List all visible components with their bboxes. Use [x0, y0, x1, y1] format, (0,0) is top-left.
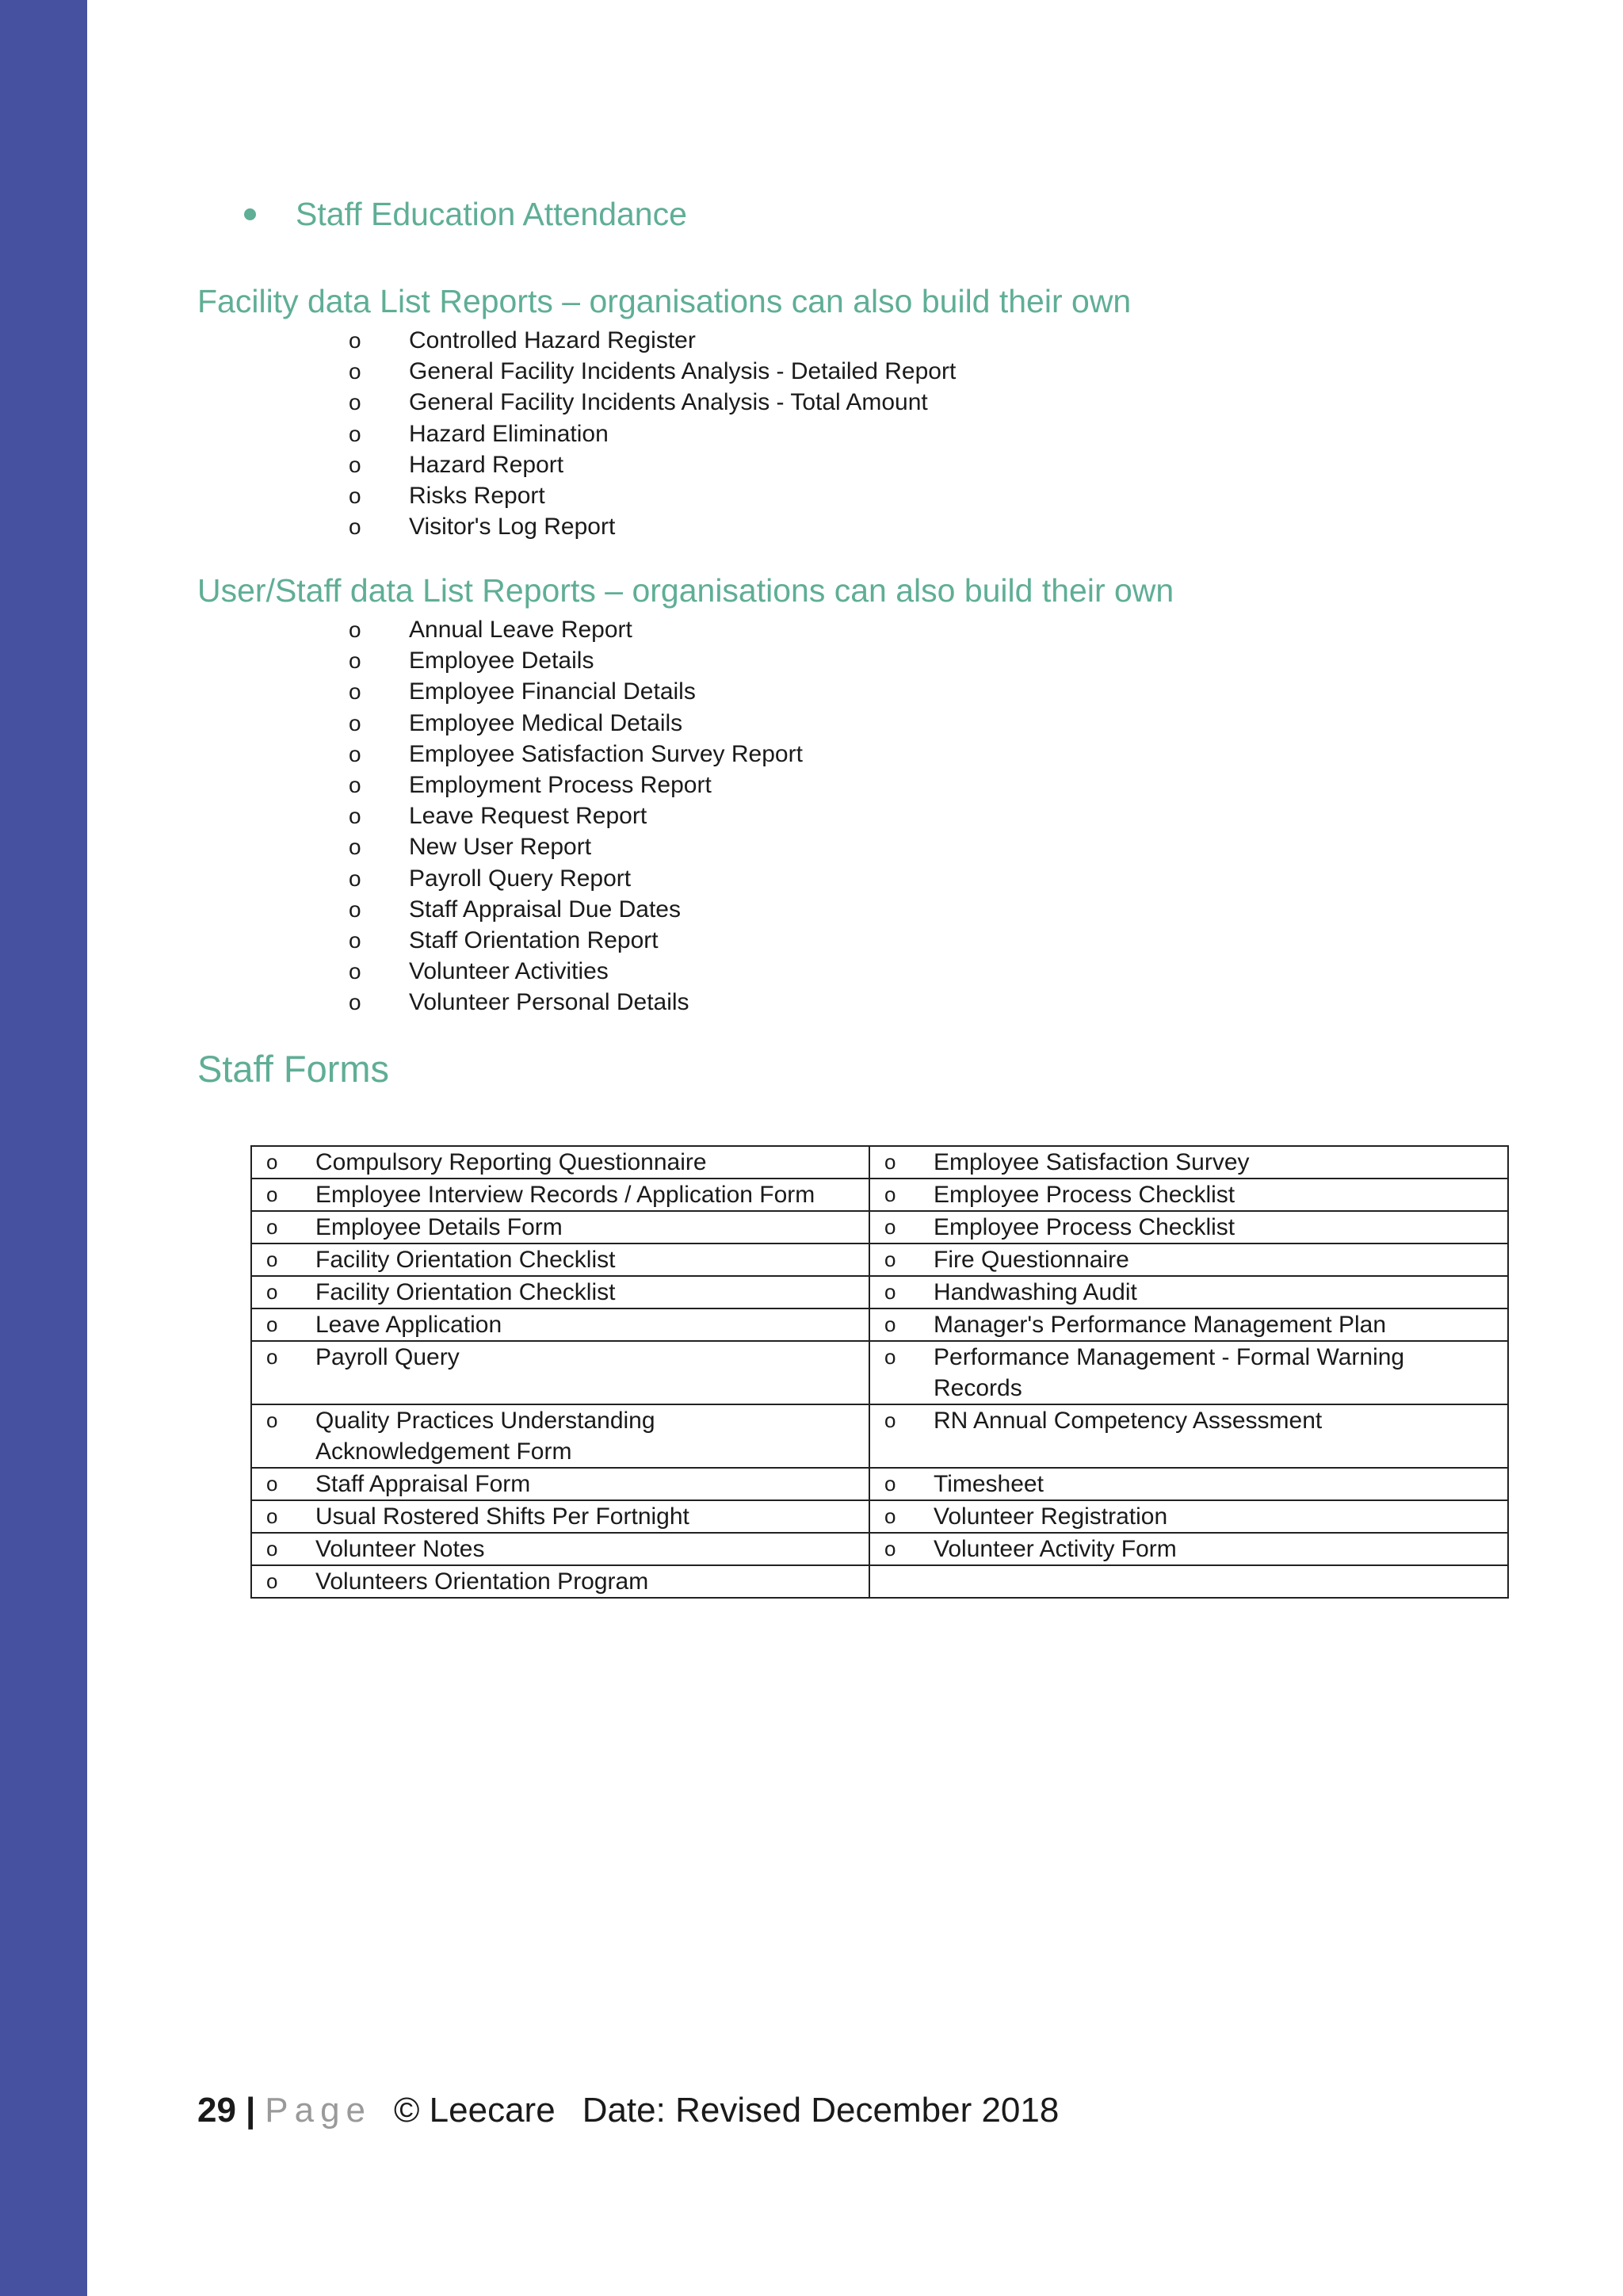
list-item [349, 511, 956, 542]
table-cell [869, 1468, 1508, 1500]
table-row [251, 1276, 1508, 1308]
top-bullet-item [244, 196, 687, 233]
circle-bullet-icon: o [884, 1247, 896, 1271]
circle-bullet-icon: o [266, 1472, 278, 1496]
list-item-text: Hazard Elimination [409, 420, 609, 447]
circle-bullet-icon: o [349, 483, 361, 508]
circle-bullet-icon: o [884, 1182, 896, 1206]
table-cell [251, 1308, 869, 1341]
list-item-text: Hazard Report [409, 451, 564, 478]
list-item [349, 356, 956, 387]
circle-bullet-icon: o [266, 1280, 278, 1304]
table-cell [251, 1211, 869, 1244]
table-cell [251, 1276, 869, 1308]
list-item [349, 894, 803, 925]
table-cell [251, 1565, 869, 1598]
page-label: Page [265, 2091, 372, 2130]
circle-bullet-icon: o [266, 1537, 278, 1561]
side-color-bar [0, 0, 87, 2296]
list-item [349, 987, 803, 1018]
list-item [349, 645, 803, 676]
list-item [349, 770, 803, 800]
circle-bullet-icon: o [349, 514, 361, 540]
list-item [349, 480, 956, 511]
table-cell [251, 1533, 869, 1565]
circle-bullet-icon: o [349, 804, 361, 829]
page-number: 29 [197, 2091, 236, 2130]
list-item-text: Employment Process Report [409, 771, 712, 798]
circle-bullet-icon: o [349, 835, 361, 860]
circle-bullet-icon: o [349, 328, 361, 353]
form-name: Timesheet [934, 1471, 1044, 1497]
table-cell [869, 1179, 1508, 1211]
form-name: Compulsory Reporting Questionnaire [315, 1149, 707, 1175]
list-item [349, 449, 956, 480]
table-cell [869, 1404, 1508, 1468]
list-item [349, 925, 803, 956]
circle-bullet-icon: o [349, 896, 361, 922]
circle-bullet-icon: o [884, 1312, 896, 1336]
table-row [251, 1341, 1508, 1404]
form-name: Facility Orientation Checklist [315, 1279, 616, 1305]
list-item [349, 387, 956, 418]
list-item [349, 800, 803, 831]
list-item [349, 325, 956, 356]
list-item-text: Employee Medical Details [409, 709, 683, 736]
table-cell [869, 1341, 1508, 1404]
circle-bullet-icon: o [349, 959, 361, 984]
facility-reports-list [349, 325, 956, 542]
form-name: Employee Satisfaction Survey [934, 1149, 1250, 1175]
list-item-text: Volunteer Activities [409, 958, 609, 985]
table-row [251, 1308, 1508, 1341]
table-row [251, 1244, 1508, 1276]
table-cell [869, 1565, 1508, 1598]
circle-bullet-icon: o [266, 1312, 278, 1336]
circle-bullet-icon: o [884, 1280, 896, 1304]
table-cell [251, 1146, 869, 1179]
table-row [251, 1500, 1508, 1533]
circle-bullet-icon: o [349, 679, 361, 705]
circle-bullet-icon: o [349, 452, 361, 477]
table-cell [869, 1276, 1508, 1308]
circle-bullet-icon: o [266, 1182, 278, 1206]
table-row [251, 1404, 1508, 1468]
circle-bullet-icon: o [349, 648, 361, 674]
form-name: Handwashing Audit [934, 1279, 1137, 1305]
list-item [349, 418, 956, 449]
table-row [251, 1565, 1508, 1598]
form-name: Performance Management - Formal Warning Records [934, 1344, 1405, 1401]
list-item-text: Controlled Hazard Register [409, 327, 696, 353]
form-name: Quality Practices Understanding Acknowledgement Form [315, 1408, 655, 1465]
form-name: Volunteers Orientation Program [315, 1568, 649, 1595]
circle-bullet-icon: o [266, 1408, 278, 1432]
circle-bullet-icon: o [266, 1215, 278, 1239]
list-item-text: General Facility Incidents Analysis - Total Amount [409, 389, 928, 416]
table-cell [251, 1404, 869, 1468]
circle-bullet-icon: o [349, 927, 361, 953]
form-name: Employee Details Form [315, 1214, 563, 1240]
bullet-dot-icon [244, 208, 256, 220]
list-item [349, 708, 803, 739]
list-item-text: Leave Request Report [409, 803, 647, 830]
list-item [349, 831, 803, 862]
list-item-text: Annual Leave Report [409, 617, 632, 643]
list-item-text: Visitor's Log Report [409, 514, 616, 541]
circle-bullet-icon: o [884, 1215, 896, 1239]
table-cell [869, 1500, 1508, 1533]
form-name: Usual Rostered Shifts Per Fortnight [315, 1503, 689, 1530]
circle-bullet-icon: o [349, 710, 361, 735]
form-name: Facility Orientation Checklist [315, 1247, 616, 1273]
facility-reports-heading: Facility data List Reports – organisations can also build their own [197, 283, 1132, 319]
list-item [349, 863, 803, 894]
revision-date: Date: Revised December 2018 [582, 2091, 1060, 2130]
circle-bullet-icon: o [884, 1504, 896, 1528]
list-item [349, 676, 803, 707]
user-reports-heading: User/Staff data List Reports – organisations can also build their own [197, 572, 1174, 609]
table-row [251, 1468, 1508, 1500]
form-name: Employee Interview Records / Application Form [315, 1182, 815, 1208]
list-item-text: Payroll Query Report [409, 865, 632, 892]
list-item-text: Risks Report [409, 482, 545, 509]
table-cell [869, 1146, 1508, 1179]
circle-bullet-icon: o [349, 359, 361, 384]
form-name: Employee Process Checklist [934, 1182, 1235, 1208]
staff-forms-heading: Staff Forms [197, 1048, 390, 1090]
list-item-text: New User Report [409, 834, 592, 861]
form-name: Manager's Performance Management Plan [934, 1312, 1387, 1338]
form-name: RN Annual Competency Assessment [934, 1408, 1323, 1434]
top-bullet-text: Staff Education Attendance [296, 196, 687, 232]
form-name: Volunteer Registration [934, 1503, 1168, 1530]
circle-bullet-icon: o [266, 1504, 278, 1528]
table-cell [869, 1533, 1508, 1565]
table-cell [251, 1500, 869, 1533]
circle-bullet-icon: o [349, 617, 361, 642]
circle-bullet-icon: o [884, 1408, 896, 1432]
circle-bullet-icon: o [266, 1345, 278, 1369]
form-name: Leave Application [315, 1312, 502, 1338]
circle-bullet-icon: o [349, 990, 361, 1015]
circle-bullet-icon: o [884, 1472, 896, 1496]
table-row [251, 1533, 1508, 1565]
list-item [349, 614, 803, 645]
list-item [349, 739, 803, 770]
circle-bullet-icon: o [884, 1345, 896, 1369]
circle-bullet-icon: o [349, 772, 361, 797]
staff-forms-table [250, 1145, 1509, 1599]
list-item-text: Employee Financial Details [409, 678, 696, 705]
table-cell [251, 1468, 869, 1500]
form-name: Employee Process Checklist [934, 1214, 1235, 1240]
circle-bullet-icon: o [349, 390, 361, 415]
circle-bullet-icon: o [884, 1537, 896, 1561]
form-name: Payroll Query [315, 1344, 460, 1370]
circle-bullet-icon: o [266, 1569, 278, 1593]
list-item-text: Employee Details [409, 648, 594, 674]
list-item-text: General Facility Incidents Analysis - Detailed Report [409, 358, 957, 385]
table-cell [869, 1244, 1508, 1276]
circle-bullet-icon: o [349, 865, 361, 891]
circle-bullet-icon: o [349, 741, 361, 766]
form-name: Volunteer Activity Form [934, 1536, 1177, 1562]
list-item-text: Volunteer Personal Details [409, 989, 689, 1016]
form-name: Staff Appraisal Form [315, 1471, 531, 1497]
page-footer [197, 2091, 1059, 2130]
circle-bullet-icon: o [349, 421, 361, 446]
circle-bullet-icon: o [266, 1150, 278, 1174]
form-name: Fire Questionnaire [934, 1247, 1129, 1273]
list-item [349, 956, 803, 987]
list-item-text: Staff Orientation Report [409, 926, 659, 953]
table-row [251, 1146, 1508, 1179]
table-cell [251, 1341, 869, 1404]
table-cell [869, 1308, 1508, 1341]
table-row [251, 1179, 1508, 1211]
table-row [251, 1211, 1508, 1244]
footer-separator: | [245, 2091, 256, 2130]
user-reports-list [349, 614, 803, 1018]
list-item-text: Staff Appraisal Due Dates [409, 896, 681, 923]
table-cell [251, 1179, 869, 1211]
copyright-text: © Leecare [394, 2091, 556, 2130]
table-cell [869, 1211, 1508, 1244]
circle-bullet-icon: o [884, 1150, 896, 1174]
list-item-text: Employee Satisfaction Survey Report [409, 740, 803, 767]
table-cell [251, 1244, 869, 1276]
form-name: Volunteer Notes [315, 1536, 485, 1562]
circle-bullet-icon: o [266, 1247, 278, 1271]
